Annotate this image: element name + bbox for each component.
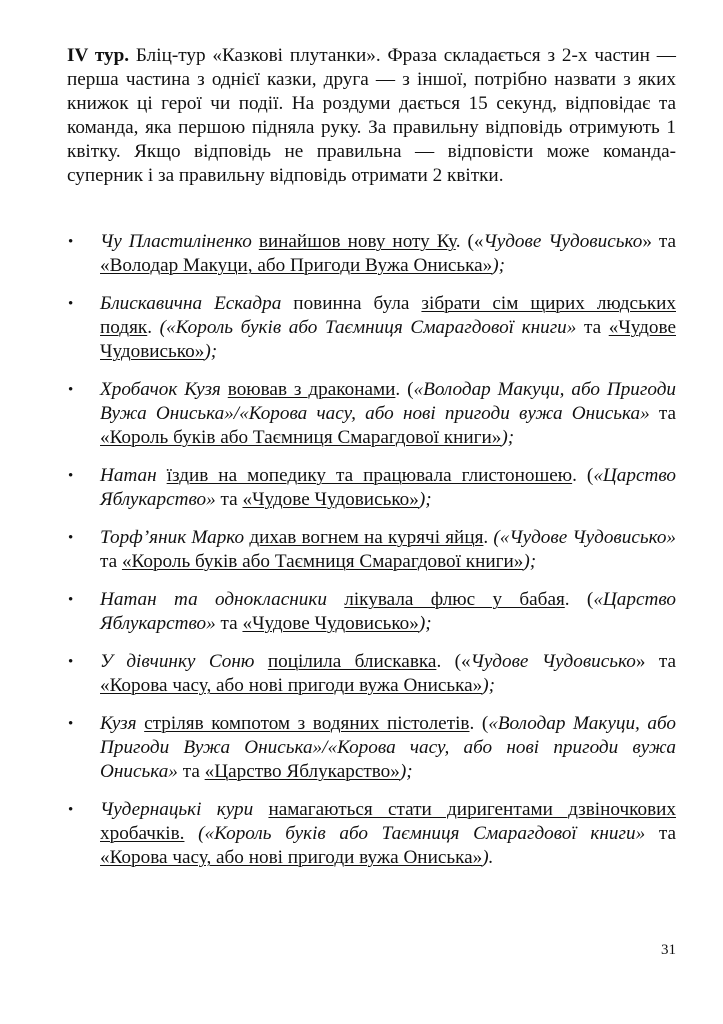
italic-text: «Володар Макуци, або Пригоди Вужа Ониська»/«Корова часу, або нові пригоди вужа Ониська» [100, 713, 676, 782]
list-item-text [100, 713, 676, 782]
plain-text [327, 589, 344, 610]
plain-text: . (« [455, 231, 484, 252]
italic-text: Чу Пластиліненко [100, 231, 252, 252]
underlined-text: «Корова часу, або нові пригоди вужа Ониська» [100, 675, 483, 696]
underlined-text: «Чудове Чудовисько» [100, 317, 676, 362]
italic-text: ); [399, 761, 413, 782]
italic-text: ); [492, 255, 506, 276]
plain-text [221, 379, 228, 400]
plain-text: та [100, 551, 122, 572]
italic-text: Чудове Чудовисько [483, 231, 643, 252]
list-item-text [100, 589, 676, 634]
list-item [67, 588, 676, 636]
plain-text [184, 823, 198, 844]
underlined-text: «Володар Макуци, або Пригоди Вужа Ониська» [100, 255, 493, 276]
underlined-text: зібрати сім щирих людських подяк [100, 293, 676, 338]
plain-text: . ( [395, 379, 414, 400]
list-item-text [100, 231, 676, 276]
underlined-text: поцілила блискавка [267, 651, 437, 672]
list-item [67, 292, 676, 364]
italic-text: («Король буків або Таємниця Смарагдової книги» [159, 317, 577, 338]
plain-text: та [645, 823, 676, 844]
riddle-list [67, 230, 676, 884]
italic-text: Блискавична Ескадра [100, 293, 282, 314]
bullet-icon: • [68, 592, 74, 608]
plain-text: . ( [469, 713, 489, 734]
plain-text: повинна була [281, 293, 422, 314]
underlined-text: «Король буків або Таємниця Смарагдової книги» [100, 427, 502, 448]
list-item [67, 650, 676, 698]
italic-text: («Король буків або Таємниця Смарагдової книги» [198, 823, 646, 844]
plain-text: . ( [564, 589, 594, 610]
italic-text: ); [482, 675, 496, 696]
underlined-text: винайшов нову ноту Ку [258, 231, 456, 252]
underlined-text: «Чудове Чудовисько» [242, 613, 419, 634]
italic-text: Кузя [100, 713, 137, 734]
italic-text: «Царство Яблукарство» [100, 589, 677, 634]
tour-label: IV тур. [67, 45, 130, 66]
italic-text: ); [523, 551, 537, 572]
underlined-text: воював з драконами [227, 379, 396, 400]
underlined-text: дихав вогнем на курячі яйця [249, 527, 484, 548]
bullet-icon: • [68, 296, 74, 312]
underlined-text: «Чудове Чудовисько» [242, 489, 419, 510]
list-item [67, 798, 676, 870]
underlined-text: «Корова часу, або нові пригоди вужа Ониська» [100, 847, 483, 868]
list-item-text [100, 527, 676, 572]
italic-text: Торф’яник Марко [100, 527, 245, 548]
tour-rules-text: Бліц-тур «Казкові плутанки». Фраза складається з 2-х частин — перша частина з однієї казки, друга — з іншої, потрібно назвати з яких книжок ці герої чи події. На роздуми дається 15 секунд, відповідає та команда, яка першою підняла руку. За правильну відповідь отримують 1 квітку. Якщо відповідь не правильна — відповісти може команда-суперник і за правильну відповідь отримати 2 квітки. [67, 45, 676, 186]
italic-text: Чудове Чудовисько [470, 651, 636, 672]
underlined-text: їздив на мопедику та працювала глистоношею [166, 465, 573, 486]
list-item [67, 230, 676, 278]
bullet-icon: • [68, 654, 74, 670]
underlined-text: лікувала флюс у бабая [344, 589, 565, 610]
list-item [67, 712, 676, 784]
list-item-text [100, 379, 676, 448]
underlined-text: «Король буків або Таємниця Смарагдової книги» [121, 551, 524, 572]
bullet-icon: • [68, 716, 74, 732]
italic-text: ); [418, 489, 432, 510]
tour-intro-paragraph [67, 44, 676, 188]
list-item [67, 378, 676, 450]
plain-text [253, 799, 268, 820]
italic-text: «Володар Макуци, або Пригоди Вужа Ониська»/«Корова часу, або нові пригоди вужа Ониська» [100, 379, 677, 424]
underlined-text: «Царство Яблукарство» [204, 761, 400, 782]
list-item-text [100, 293, 676, 362]
plain-text: . [483, 527, 494, 548]
plain-text: та [649, 403, 677, 424]
plain-text: та [215, 613, 243, 634]
bullet-icon: • [68, 530, 74, 546]
list-item-text [100, 799, 676, 868]
italic-text: ); [501, 427, 515, 448]
list-item [67, 526, 676, 574]
list-item [67, 464, 676, 512]
plain-text [254, 651, 267, 672]
italic-text: ). [482, 847, 494, 868]
underlined-text: стріляв компотом з водяних пістолетів [144, 713, 470, 734]
plain-text: та [215, 489, 243, 510]
bullet-icon: • [68, 382, 74, 398]
italic-text: У дівчинку Соню [100, 651, 255, 672]
plain-text [157, 465, 167, 486]
bullet-icon: • [68, 802, 74, 818]
bullet-icon: • [68, 468, 74, 484]
plain-text: . (« [436, 651, 471, 672]
italic-text: Натан [100, 465, 157, 486]
italic-text: «Царство Яблукарство» [100, 465, 677, 510]
list-item-text [100, 465, 676, 510]
plain-text: . ( [572, 465, 594, 486]
bullet-icon: • [68, 234, 74, 250]
list-item-text [100, 651, 676, 696]
underlined-text: намагаються стати диригентами дзвіночкових хробачків. [100, 799, 676, 844]
italic-text: Натан та однокласники [100, 589, 327, 610]
italic-text: Хробачок Кузя [100, 379, 221, 400]
plain-text: » та [642, 231, 677, 252]
plain-text: . [147, 317, 160, 338]
italic-text: Чудернацькі кури [100, 799, 254, 820]
plain-text: та [576, 317, 609, 338]
plain-text [252, 231, 259, 252]
plain-text: та [177, 761, 205, 782]
plain-text: » та [635, 651, 676, 672]
italic-text: ); [418, 613, 432, 634]
italic-text: («Чудове Чудовисько» [493, 527, 677, 548]
italic-text: ); [204, 341, 218, 362]
page-number: 31 [661, 942, 676, 958]
